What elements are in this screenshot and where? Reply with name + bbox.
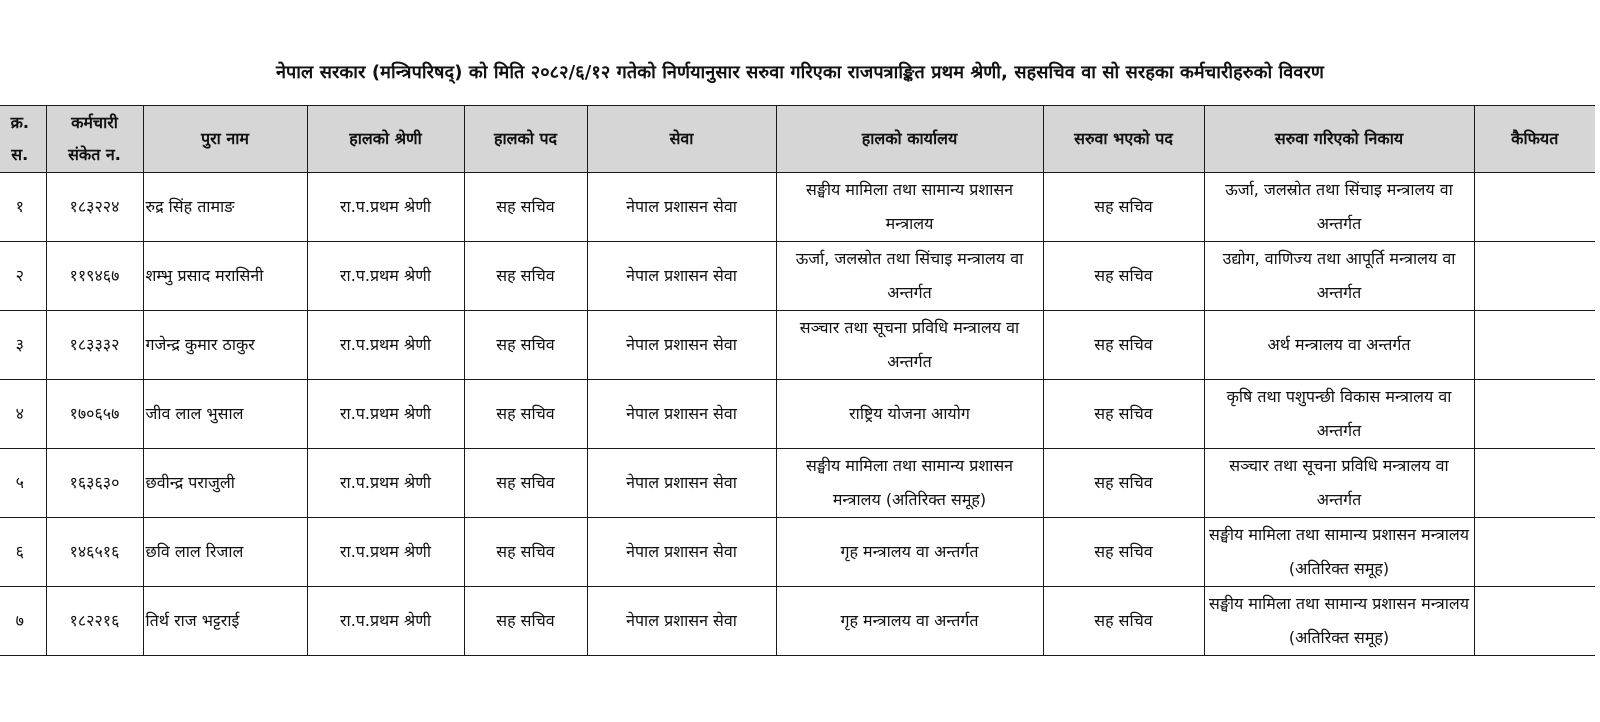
row-employee-code: १८३२२४: [46, 173, 143, 242]
row-remarks: [1474, 518, 1595, 587]
row-full-name: गजेन्द्र कुमार ठाकुर: [143, 311, 307, 380]
row-transferred-body: सङ्घीय मामिला तथा सामान्य प्रशासन मन्त्रालय (अतिरिक्त समूह): [1204, 518, 1474, 587]
row-current-post: सह सचिव: [464, 311, 587, 380]
row-current-grade: रा.प.प्रथम श्रेणी: [307, 449, 464, 518]
row-service: नेपाल प्रशासन सेवा: [587, 311, 776, 380]
row-employee-code: १७०६५७: [46, 380, 143, 449]
row-remarks: [1474, 242, 1595, 311]
row-current-post: सह सचिव: [464, 173, 587, 242]
row-full-name: छवि लाल रिजाल: [143, 518, 307, 587]
row-transferred-body: सञ्चार तथा सूचना प्रविधि मन्त्रालय वा अन्तर्गत: [1204, 449, 1474, 518]
row-full-name: छवीन्द्र पराजुली: [143, 449, 307, 518]
row-serial-number: ५: [0, 449, 46, 518]
table-row: [0, 587, 1595, 656]
row-full-name: रुद्र सिंह तामाङ: [143, 173, 307, 242]
header-serial-number: [0, 106, 46, 173]
row-service: नेपाल प्रशासन सेवा: [587, 173, 776, 242]
header-serial-line1: क्र.: [10, 113, 29, 132]
row-transferred-post: सह सचिव: [1043, 518, 1204, 587]
row-current-post: सह सचिव: [464, 449, 587, 518]
row-transferred-body: अर्थ मन्त्रालय वा अन्तर्गत: [1204, 311, 1474, 380]
row-employee-code: १८३३३२: [46, 311, 143, 380]
transfer-table: [0, 105, 1595, 656]
row-serial-number: १: [0, 173, 46, 242]
row-current-office: गृह मन्त्रालय वा अन्तर्गत: [776, 587, 1043, 656]
row-remarks: [1474, 311, 1595, 380]
row-transferred-post: सह सचिव: [1043, 587, 1204, 656]
table-row: [0, 173, 1595, 242]
row-current-post: सह सचिव: [464, 242, 587, 311]
row-employee-code: १४६५१६: [46, 518, 143, 587]
row-current-grade: रा.प.प्रथम श्रेणी: [307, 173, 464, 242]
row-service: नेपाल प्रशासन सेवा: [587, 587, 776, 656]
header-current-grade: हालको श्रेणी: [307, 106, 464, 173]
row-current-grade: रा.प.प्रथम श्रेणी: [307, 242, 464, 311]
row-serial-number: ७: [0, 587, 46, 656]
header-service: सेवा: [587, 106, 776, 173]
row-current-office: सङ्घीय मामिला तथा सामान्य प्रशासन मन्त्रालय: [776, 173, 1043, 242]
row-service: नेपाल प्रशासन सेवा: [587, 449, 776, 518]
row-remarks: [1474, 173, 1595, 242]
row-transferred-body: ऊर्जा, जलस्रोत तथा सिंचाइ मन्त्रालय वा अन्तर्गत: [1204, 173, 1474, 242]
row-serial-number: ६: [0, 518, 46, 587]
row-current-post: सह सचिव: [464, 380, 587, 449]
row-remarks: [1474, 380, 1595, 449]
header-current-office: हालको कार्यालय: [776, 106, 1043, 173]
row-transferred-post: सह सचिव: [1043, 242, 1204, 311]
row-current-post: सह सचिव: [464, 587, 587, 656]
row-full-name: जीव लाल भुसाल: [143, 380, 307, 449]
row-current-office: राष्ट्रिय योजना आयोग: [776, 380, 1043, 449]
document-title: नेपाल सरकार (मन्त्रिपरिषद्) को मिति २०८२/६/१२ गतेको निर्णयानुसार सरुवा गरिएका राजपत्राङ्कित प्रथम श्रेणी, सहसचिव वा सो सरहका कर्मचारीहरुको विवरण: [275, 62, 1325, 83]
header-remarks: कैफियत: [1474, 106, 1595, 173]
row-transferred-post: सह सचिव: [1043, 449, 1204, 518]
row-transferred-body: सङ्घीय मामिला तथा सामान्य प्रशासन मन्त्रालय (अतिरिक्त समूह): [1204, 587, 1474, 656]
table-row: [0, 518, 1595, 587]
row-service: नेपाल प्रशासन सेवा: [587, 242, 776, 311]
row-current-grade: रा.प.प्रथम श्रेणी: [307, 518, 464, 587]
header-transferred-post: सरुवा भएको पद: [1043, 106, 1204, 173]
row-current-office: गृह मन्त्रालय वा अन्तर्गत: [776, 518, 1043, 587]
row-transferred-body: उद्योग, वाणिज्य तथा आपूर्ति मन्त्रालय वा अन्तर्गत: [1204, 242, 1474, 311]
row-current-office: सञ्चार तथा सूचना प्रविधि मन्त्रालय वा अन्तर्गत: [776, 311, 1043, 380]
row-employee-code: १८२२१६: [46, 587, 143, 656]
header-employee-code: [46, 106, 143, 173]
header-current-post: हालको पद: [464, 106, 587, 173]
row-current-office: सङ्घीय मामिला तथा सामान्य प्रशासन मन्त्रालय (अतिरिक्त समूह): [776, 449, 1043, 518]
row-service: नेपाल प्रशासन सेवा: [587, 518, 776, 587]
row-remarks: [1474, 449, 1595, 518]
row-current-grade: रा.प.प्रथम श्रेणी: [307, 311, 464, 380]
row-serial-number: २: [0, 242, 46, 311]
row-employee-code: ११९४६७: [46, 242, 143, 311]
header-full-name: पुरा नाम: [143, 106, 307, 173]
row-employee-code: १६३६३०: [46, 449, 143, 518]
table-row: [0, 380, 1595, 449]
table-row: [0, 242, 1595, 311]
table-header-row: [0, 106, 1595, 173]
row-transferred-post: सह सचिव: [1043, 173, 1204, 242]
row-serial-number: ३: [0, 311, 46, 380]
header-code-line2: संकेत न.: [68, 145, 121, 164]
row-remarks: [1474, 587, 1595, 656]
row-full-name: शम्भु प्रसाद मरासिनी: [143, 242, 307, 311]
table-row: [0, 311, 1595, 380]
row-transferred-post: सह सचिव: [1043, 380, 1204, 449]
row-service: नेपाल प्रशासन सेवा: [587, 380, 776, 449]
row-serial-number: ४: [0, 380, 46, 449]
table-row: [0, 449, 1595, 518]
header-code-line1: कर्मचारी: [71, 113, 118, 132]
row-transferred-body: कृषि तथा पशुपन्छी विकास मन्त्रालय वा अन्तर्गत: [1204, 380, 1474, 449]
row-current-grade: रा.प.प्रथम श्रेणी: [307, 380, 464, 449]
header-serial-line2: स.: [11, 145, 29, 164]
row-current-post: सह सचिव: [464, 518, 587, 587]
row-current-office: ऊर्जा, जलस्रोत तथा सिंचाइ मन्त्रालय वा अन्तर्गत: [776, 242, 1043, 311]
row-transferred-post: सह सचिव: [1043, 311, 1204, 380]
row-current-grade: रा.प.प्रथम श्रेणी: [307, 587, 464, 656]
row-full-name: तिर्थ राज भट्टराई: [143, 587, 307, 656]
header-transferred-body: सरुवा गरिएको निकाय: [1204, 106, 1474, 173]
